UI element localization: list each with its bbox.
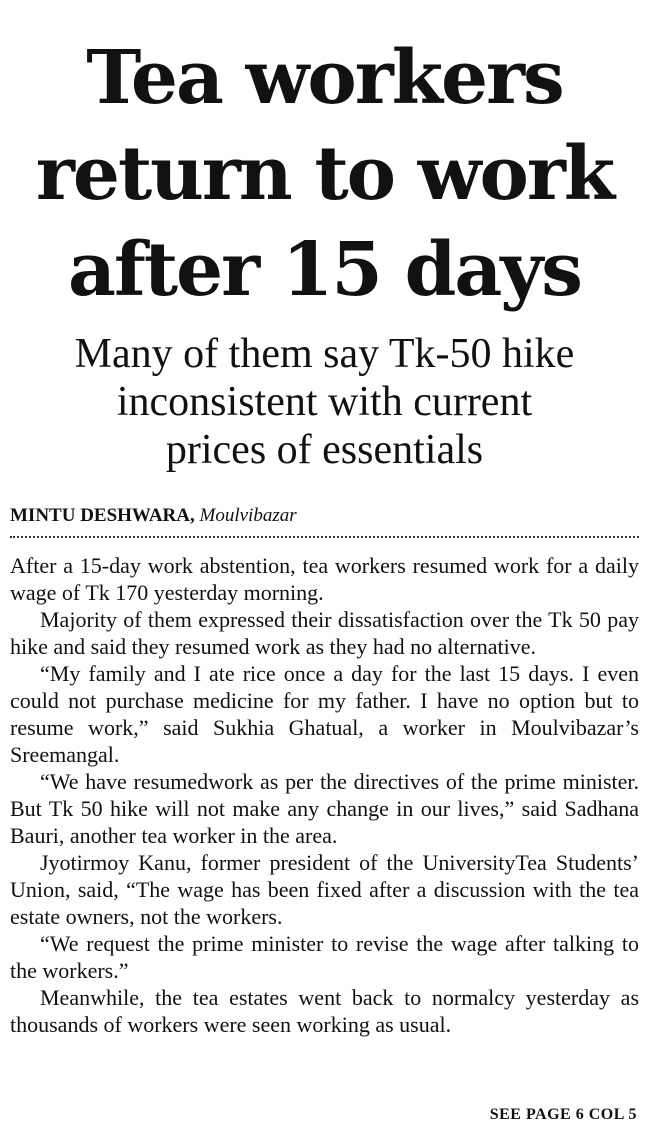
subheadline-line: inconsistent with current: [116, 379, 533, 425]
headline: [10, 30, 639, 318]
subheadline: [10, 330, 639, 474]
continuation-note: SEE PAGE 6 COL 5: [489, 1106, 637, 1123]
article-paragraph: Majority of them expressed their dissatisfaction over the Tk 50 pay hike and said they resumed work as they had no alternative.: [10, 607, 639, 659]
byline-author: MINTU DESHWARA,: [10, 505, 195, 526]
article-paragraph: “We have resumedwork as per the directives of the prime minister. But Tk 50 hike will not make any change in our lives,” said Sadhana Bauri, another tea worker in the area.: [10, 769, 639, 848]
article-paragraph: Jyotirmoy Kanu, former president of the UniversityTea Students’ Union, said, “The wage has been fixed after a discussion with the tea estate owners, not the workers.: [10, 850, 639, 929]
subheadline-line: prices of essentials: [165, 427, 484, 473]
headline-line: Tea workers: [86, 35, 563, 121]
article-body: [10, 552, 639, 1038]
byline: [10, 504, 639, 538]
article-paragraph: “My family and I ate rice once a day for the last 15 days. I even could not purchase medicine for my father. I have no option but to resume work,” said Sukhia Ghatual, a worker in Moulvibazar’s Sreemangal.: [10, 661, 639, 767]
headline-line: return to work: [35, 131, 614, 217]
article-paragraph: Meanwhile, the tea estates went back to normalcy yesterday as thousands of workers were seen working as usual.: [10, 985, 639, 1037]
byline-location: Moulvibazar: [199, 505, 297, 526]
article-paragraph: After a 15-day work abstention, tea workers resumed work for a daily wage of Tk 170 yesterday morning.: [10, 553, 639, 605]
article-paragraph: “We request the prime minister to revise the wage after talking to the workers.”: [10, 931, 639, 983]
headline-line: after 15 days: [68, 227, 581, 313]
subheadline-line: Many of them say Tk-50 hike: [74, 331, 575, 377]
